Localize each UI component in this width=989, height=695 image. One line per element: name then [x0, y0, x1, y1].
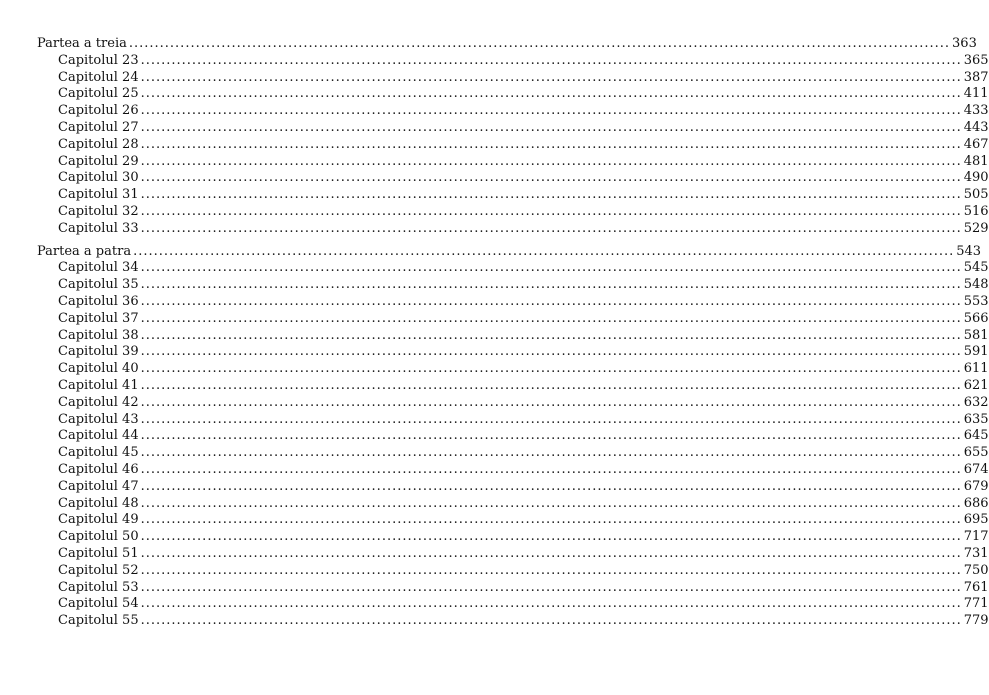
dot-leader: ................................................................................................................................................................ — [140, 545, 962, 561]
toc-chapter-entry — [37, 187, 989, 204]
toc-chapter-entry-page-number: 516 — [963, 203, 989, 219]
toc-chapter-entry-page-number: 686 — [963, 495, 989, 511]
dot-leader: ................................................................................................................................................................ — [140, 344, 962, 360]
toc-chapter-entry-title: Capitolul 35 — [58, 277, 139, 293]
toc-chapter-entry — [37, 377, 989, 395]
toc-chapter-entry-page-number: 611 — [963, 361, 989, 377]
toc-chapter-entry-page-number: 545 — [963, 260, 989, 276]
toc-chapter-entry-title: Capitolul 48 — [58, 495, 139, 511]
toc-chapter-entry — [37, 461, 989, 479]
toc-chapter-entry — [37, 260, 989, 277]
toc-chapter-entry-page-number: 632 — [963, 394, 989, 410]
toc-chapter-entry — [37, 86, 989, 103]
toc-chapter-entry — [37, 153, 989, 171]
toc-chapter-entry-title: Capitolul 36 — [58, 293, 139, 309]
dot-leader: ................................................................................................................................................................ — [140, 103, 962, 119]
toc-chapter-entry-title: Capitolul 51 — [58, 545, 139, 561]
dot-leader: ................................................................................................................................................................ — [140, 260, 962, 276]
toc-chapter-entry-page-number: 411 — [963, 86, 989, 102]
toc-chapter-entry — [37, 52, 989, 70]
toc-chapter-entry-page-number: 553 — [963, 293, 989, 309]
toc-chapter-entry-page-number: 750 — [963, 562, 989, 578]
dot-leader: ................................................................................................................................................................ — [140, 69, 962, 85]
toc-chapter-entry-page-number: 779 — [963, 613, 989, 629]
toc-chapter-entry — [37, 579, 989, 597]
dot-leader: ................................................................................................................................................................ — [140, 187, 962, 203]
toc-chapter-entry — [37, 310, 989, 328]
toc-chapter-entry-title: Capitolul 39 — [58, 344, 139, 360]
toc-chapter-entry-page-number: 433 — [963, 103, 989, 119]
toc-chapter-entry-title: Capitolul 27 — [58, 119, 139, 135]
toc-chapter-entry — [37, 119, 989, 137]
toc-chapter-entry-title: Capitolul 44 — [58, 428, 139, 444]
toc-chapter-entry-title: Capitolul 25 — [58, 86, 139, 102]
dot-leader: ................................................................................................................................................................ — [133, 243, 955, 259]
toc-chapter-entry-page-number: 717 — [963, 529, 989, 545]
toc-chapter-entry-page-number: 581 — [963, 327, 989, 343]
toc-chapter-entry — [37, 562, 989, 580]
toc-chapter-entry-title: Capitolul 41 — [58, 377, 139, 393]
toc-chapter-entry — [37, 136, 989, 154]
dot-leader: ................................................................................................................................................................ — [140, 136, 962, 152]
toc-chapter-entry — [37, 293, 989, 311]
toc-part-entry-page-number: 363 — [952, 36, 977, 51]
toc-chapter-entry — [37, 203, 989, 221]
toc-chapter-entry-title: Capitolul 46 — [58, 461, 139, 477]
toc-chapter-entry-page-number: 548 — [963, 277, 989, 293]
toc-chapter-entry-page-number: 679 — [963, 478, 989, 494]
dot-leader: ................................................................................................................................................................ — [140, 86, 962, 102]
dot-leader: ................................................................................................................................................................ — [140, 461, 962, 477]
toc-chapter-entry — [37, 596, 989, 613]
toc-chapter-entry — [37, 327, 989, 345]
table-of-contents — [37, 36, 989, 630]
toc-chapter-entry — [37, 277, 989, 294]
dot-leader: ................................................................................................................................................................ — [140, 277, 962, 293]
toc-chapter-entry-title: Capitolul 37 — [58, 310, 139, 326]
toc-chapter-entry-page-number: 529 — [963, 220, 989, 236]
toc-chapter-entry-page-number: 674 — [963, 461, 989, 477]
toc-chapter-entry-title: Capitolul 24 — [58, 69, 139, 85]
toc-chapter-entry-title: Capitolul 47 — [58, 478, 139, 494]
dot-leader: ................................................................................................................................................................ — [140, 613, 962, 629]
toc-chapter-entry — [37, 344, 989, 361]
toc-chapter-entry-title: Capitolul 40 — [58, 361, 139, 377]
dot-leader: ................................................................................................................................................................ — [140, 579, 962, 595]
toc-chapter-entry-title: Capitolul 43 — [58, 411, 139, 427]
toc-chapter-entry-page-number: 635 — [963, 411, 989, 427]
toc-chapter-entry — [37, 495, 989, 513]
toc-chapter-entry-title: Capitolul 45 — [58, 445, 139, 461]
toc-chapter-entry-title: Capitolul 32 — [58, 203, 139, 219]
toc-part — [37, 36, 989, 238]
toc-chapter-entry-page-number: 387 — [963, 69, 989, 85]
toc-chapter-entry-page-number: 490 — [963, 170, 989, 186]
toc-part-entry-title: Partea a patra — [37, 243, 132, 259]
dot-leader: ................................................................................................................................................................ — [140, 428, 962, 444]
toc-chapter-entry — [37, 529, 989, 546]
toc-chapter-entry-title: Capitolul 34 — [58, 260, 139, 276]
dot-leader: ................................................................................................................................................................ — [140, 170, 962, 186]
toc-chapter-entry-title: Capitolul 53 — [58, 579, 139, 595]
dot-leader: ................................................................................................................................................................ — [140, 394, 962, 410]
toc-chapter-entry — [37, 411, 989, 429]
toc-chapter-entry-page-number: 481 — [963, 153, 989, 169]
dot-leader: ................................................................................................................................................................ — [140, 310, 962, 326]
toc-chapter-entry-title: Capitolul 49 — [58, 512, 139, 528]
toc-part-entry-page-number: 543 — [956, 243, 982, 259]
dot-leader: ................................................................................................................................................................ — [140, 411, 962, 427]
toc-chapter-entry-page-number: 731 — [963, 545, 989, 561]
dot-leader: ................................................................................................................................................................ — [140, 445, 962, 461]
toc-chapter-entry-title: Capitolul 50 — [58, 529, 139, 545]
toc-chapter-entry — [37, 103, 989, 120]
toc-chapter-entry — [37, 428, 989, 445]
toc-chapter-entry-title: Capitolul 42 — [58, 394, 139, 410]
dot-leader: ................................................................................................................................................................ — [140, 478, 962, 494]
toc-chapter-entry-title: Capitolul 33 — [58, 220, 139, 236]
toc-chapter-entry — [37, 445, 989, 462]
dot-leader: ................................................................................................................................................................ — [140, 512, 962, 528]
toc-chapter-entry — [37, 394, 989, 412]
toc-chapter-entry-page-number: 505 — [963, 187, 989, 203]
toc-part-entry — [37, 243, 982, 261]
toc-chapter-entry — [37, 478, 989, 496]
toc-chapter-entry-page-number: 443 — [963, 119, 989, 135]
toc-chapter-entry-page-number: 771 — [963, 596, 989, 612]
toc-chapter-entry-page-number: 655 — [963, 445, 989, 461]
toc-chapter-entry-title: Capitolul 54 — [58, 596, 139, 612]
dot-leader: ................................................................................................................................................................ — [140, 562, 962, 578]
toc-chapter-entry — [37, 361, 989, 378]
dot-leader: ................................................................................................................................................................ — [128, 36, 951, 51]
toc-chapter-entry-title: Capitolul 55 — [58, 613, 139, 629]
dot-leader: ................................................................................................................................................................ — [140, 495, 962, 511]
toc-chapter-entry — [37, 170, 989, 187]
dot-leader: ................................................................................................................................................................ — [140, 293, 962, 309]
toc-chapter-entry-title: Capitolul 26 — [58, 103, 139, 119]
toc-chapter-entry-title: Capitolul 30 — [58, 170, 139, 186]
dot-leader: ................................................................................................................................................................ — [140, 529, 962, 545]
dot-leader: ................................................................................................................................................................ — [140, 220, 962, 236]
toc-chapter-entry-page-number: 761 — [963, 579, 989, 595]
toc-part — [37, 243, 989, 630]
toc-chapter-entry — [37, 545, 989, 563]
toc-chapter-entry-page-number: 591 — [963, 344, 989, 360]
toc-chapter-entry-page-number: 621 — [963, 377, 989, 393]
dot-leader: ................................................................................................................................................................ — [140, 327, 962, 343]
toc-chapter-entry-page-number: 695 — [963, 512, 989, 528]
toc-chapter-entry-title: Capitolul 38 — [58, 327, 139, 343]
dot-leader: ................................................................................................................................................................ — [140, 119, 962, 135]
dot-leader: ................................................................................................................................................................ — [140, 52, 962, 68]
dot-leader: ................................................................................................................................................................ — [140, 153, 962, 169]
toc-chapter-entry-title: Capitolul 23 — [58, 52, 139, 68]
toc-chapter-entry-page-number: 365 — [963, 52, 989, 68]
toc-chapter-entry — [37, 613, 989, 630]
toc-chapter-entry-page-number: 645 — [963, 428, 989, 444]
toc-chapter-entry-title: Capitolul 28 — [58, 136, 139, 152]
toc-chapter-entry-page-number: 566 — [963, 310, 989, 326]
toc-chapter-entry — [37, 220, 989, 238]
dot-leader: ................................................................................................................................................................ — [140, 596, 962, 612]
toc-chapter-entry-title: Capitolul 29 — [58, 153, 139, 169]
toc-chapter-entry-title: Capitolul 52 — [58, 562, 139, 578]
dot-leader: ................................................................................................................................................................ — [140, 203, 962, 219]
toc-chapter-entry — [37, 69, 989, 87]
toc-chapter-entry-title: Capitolul 31 — [58, 187, 139, 203]
toc-chapter-entry — [37, 512, 989, 529]
dot-leader: ................................................................................................................................................................ — [140, 361, 962, 377]
dot-leader: ................................................................................................................................................................ — [140, 377, 962, 393]
toc-chapter-entry-page-number: 467 — [963, 136, 989, 152]
toc-part-entry-title: Partea a treia — [37, 36, 127, 51]
toc-part-entry — [37, 36, 977, 53]
